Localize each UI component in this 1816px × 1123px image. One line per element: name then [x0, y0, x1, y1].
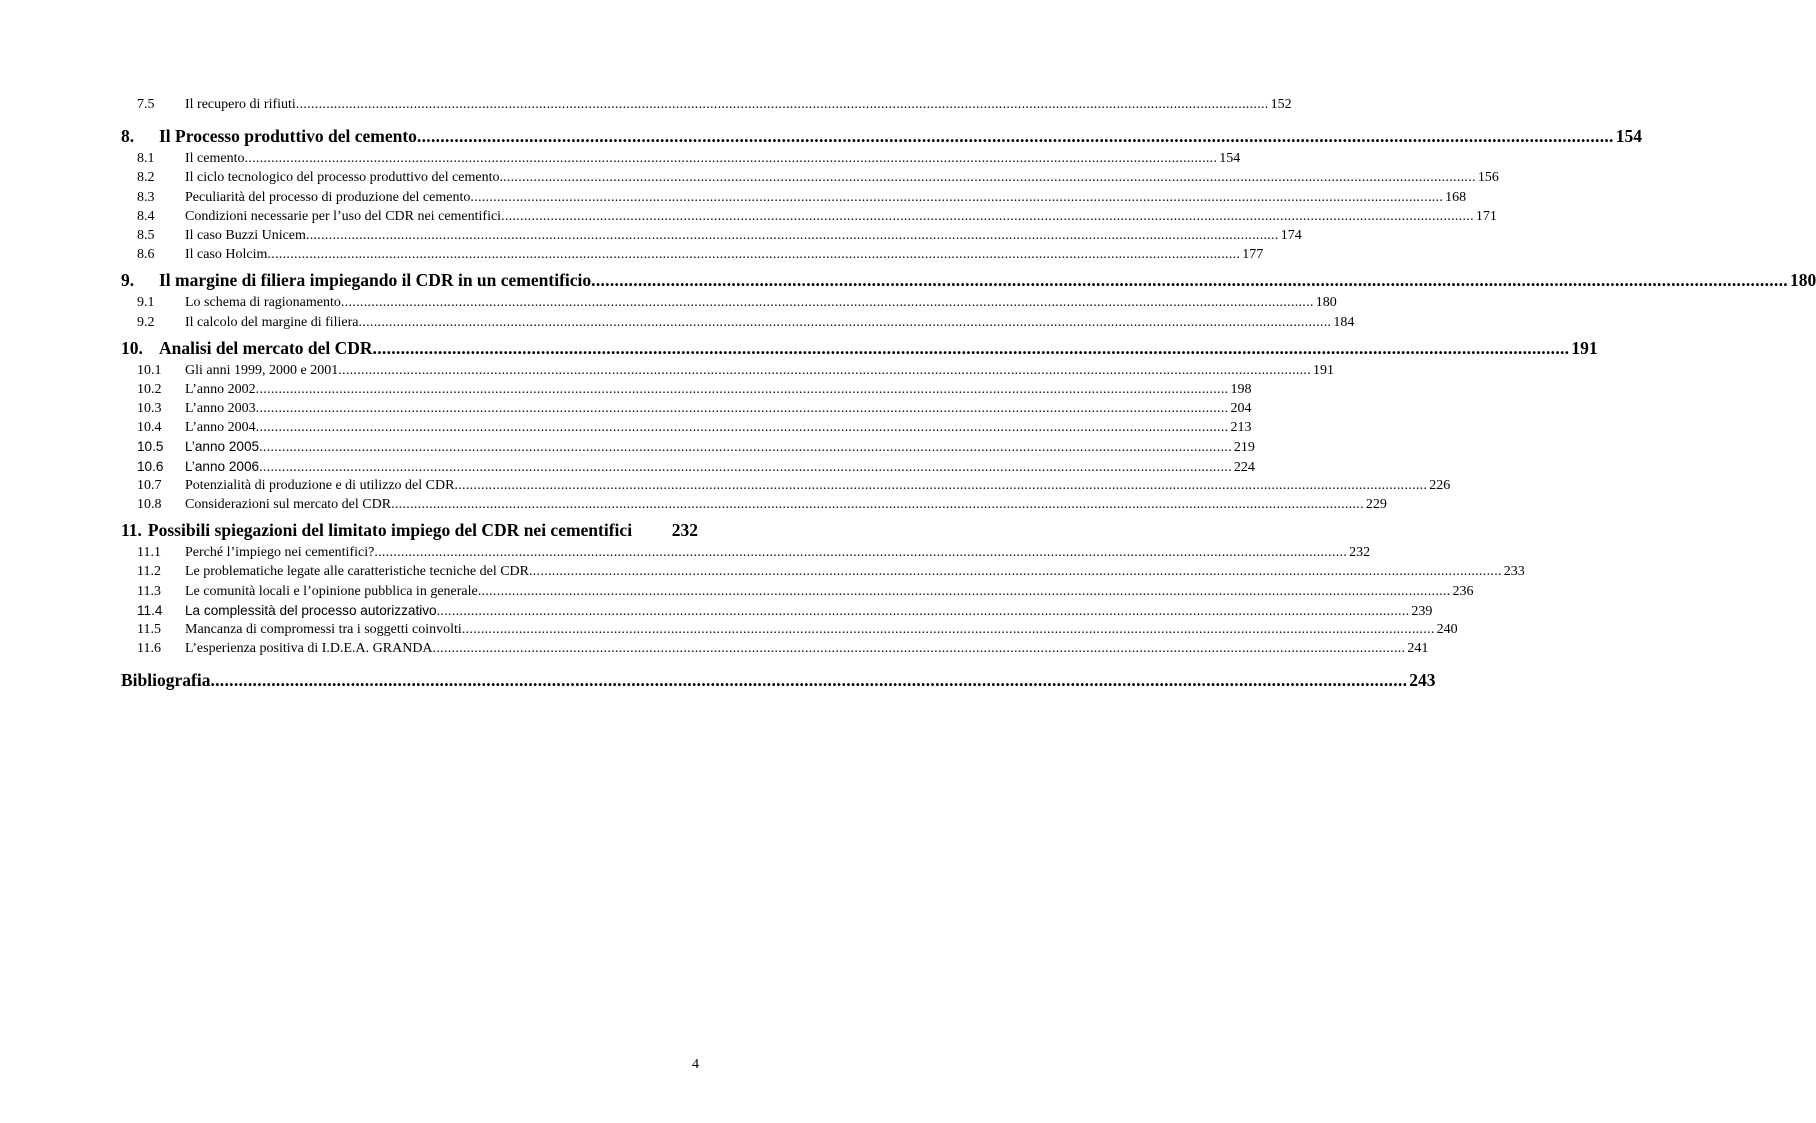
toc-entry-number: 8.6 — [137, 247, 155, 263]
toc-entry-page: 219 — [1233, 440, 1255, 456]
toc-entry-number: 8.4 — [137, 208, 155, 224]
toc-entry[interactable] — [121, 245, 1264, 264]
toc-entry-page: 236 — [1452, 583, 1474, 599]
toc-entry-number: 9.1 — [137, 295, 155, 311]
page-number: 4 — [692, 1057, 699, 1072]
toc-entry-title: L’anno 2006 — [185, 458, 260, 474]
dot-leader — [259, 458, 1232, 477]
toc-entry-page: 154 — [1219, 151, 1241, 167]
toc-entry-page: 168 — [1445, 189, 1467, 205]
dot-leader — [374, 543, 1347, 562]
toc-entry-title: Il ciclo tecnologico del processo produttivo del cemento. — [185, 170, 504, 186]
toc-entry-number: 9.2 — [137, 314, 155, 330]
toc-entry-title: Gli anni 1999, 2000 e 2001 — [185, 362, 339, 378]
toc-entry[interactable] — [121, 437, 1255, 456]
dot-leader — [501, 207, 1474, 226]
toc-entry-page: 152 — [1270, 97, 1292, 112]
toc-entry-page: 156 — [1477, 170, 1499, 186]
toc-chapter-number: 10. — [121, 337, 143, 358]
toc-entry-title: L’anno 2005 — [185, 439, 260, 455]
dot-leader — [306, 226, 1279, 245]
dot-leader — [359, 313, 1332, 332]
toc-chapter[interactable] — [121, 517, 698, 543]
toc-entry-title: Peculiarità del processo di produzione del cemento — [185, 189, 471, 205]
toc-entry-page: 191 — [1313, 362, 1335, 378]
toc-entry-number: 8.5 — [137, 227, 155, 243]
toc-entry[interactable] — [121, 620, 1458, 639]
table-of-contents — [121, 95, 1816, 693]
toc-entry-title: Lo schema di ragionamento — [185, 295, 341, 311]
toc-entry-page: 198 — [1230, 381, 1252, 397]
toc-entry-title: Mancanza di compromessi tra i soggetti coinvolti — [185, 621, 462, 637]
toc-chapter-page: 232 — [671, 520, 698, 541]
toc-entry-page: 240 — [1436, 621, 1458, 637]
toc-chapter-page: 154 — [1615, 126, 1642, 147]
toc-entry-title: Condizioni necessarie per l’uso del CDR nei cementifici — [185, 208, 502, 224]
toc-entry[interactable] — [121, 418, 1252, 437]
toc-entry-number: 8.2 — [137, 170, 155, 186]
toc-entry-title: La complessità del processo autorizzativo — [185, 602, 437, 618]
toc-entry-title: Le comunità locali e l’opinione pubblica in generale — [185, 583, 478, 599]
dot-leader — [341, 293, 1314, 312]
toc-entry-number: 11.1 — [137, 545, 161, 561]
dot-leader — [433, 639, 1406, 658]
toc-chapter-title: Analisi del mercato del CDR — [159, 337, 373, 358]
dot-leader — [244, 149, 1217, 168]
toc-chapter[interactable] — [121, 335, 1598, 361]
toc-entry[interactable] — [121, 562, 1525, 581]
toc-entry[interactable] — [121, 457, 1255, 476]
toc-entry-page: 229 — [1365, 497, 1387, 512]
toc-chapter-bibliography[interactable] — [121, 667, 1436, 693]
toc-entry-title: Il recupero di rifiuti — [185, 97, 296, 112]
toc-entry[interactable] — [121, 543, 1371, 562]
dot-leader — [591, 267, 1788, 293]
toc-entry-page: 204 — [1230, 401, 1252, 417]
toc-entry[interactable] — [121, 313, 1355, 332]
dot-leader — [503, 168, 1476, 187]
dot-leader — [478, 582, 1451, 601]
toc-entry-number: 10.7 — [137, 477, 162, 493]
toc-entry-number: 11.6 — [137, 641, 161, 657]
toc-entry-title: Il caso Holcim — [185, 247, 268, 263]
toc-entry[interactable] — [121, 149, 1241, 168]
toc-chapter-title: Il margine di filiera impiegando il CDR in un cementificio — [159, 270, 592, 291]
toc-entry[interactable] — [121, 380, 1252, 399]
toc-entry-page: 171 — [1475, 208, 1497, 224]
dot-leader — [437, 602, 1410, 621]
toc-entry-number: 10.8 — [137, 497, 162, 512]
toc-entry-title: Il caso Buzzi Unicem — [185, 227, 306, 243]
toc-entry-number: 11.2 — [137, 564, 161, 580]
dot-leader — [256, 418, 1229, 437]
toc-entry[interactable] — [121, 168, 1499, 187]
toc-entry-page: 213 — [1230, 420, 1252, 436]
toc-entry-page: 232 — [1349, 545, 1371, 561]
dot-leader — [259, 438, 1232, 457]
dot-leader — [210, 667, 1407, 693]
toc-entry-title: Considerazioni sul mercato del CDR — [185, 497, 392, 512]
toc-entry[interactable] — [121, 639, 1429, 658]
dot-leader — [256, 399, 1229, 418]
toc-entry-page: 174 — [1280, 227, 1302, 243]
toc-entry[interactable] — [121, 226, 1302, 245]
toc-entry-number: 10.2 — [137, 381, 162, 397]
toc-entry-number: 10.6 — [137, 458, 164, 474]
toc-entry-page: 241 — [1407, 641, 1429, 657]
toc-chapter-title: Bibliografia — [121, 670, 211, 691]
toc-entry-title: Il cemento — [185, 151, 245, 167]
toc-entry-number: 10.5 — [137, 439, 164, 455]
toc-chapter[interactable] — [121, 267, 1816, 293]
toc-entry-title: L’esperienza positiva di I.D.E.A. GRANDA — [185, 641, 433, 657]
toc-entry-number: 8.3 — [137, 189, 155, 205]
toc-chapter-title: Possibili spiegazioni del limitato impiego del CDR nei cementifici — [147, 520, 633, 541]
toc-entry-title: L’anno 2002 — [185, 381, 256, 397]
toc-entry-page: 224 — [1233, 459, 1255, 475]
toc-chapter-number: 11. — [121, 520, 142, 541]
dot-leader — [454, 476, 1427, 495]
toc-chapter[interactable] — [121, 123, 1642, 149]
toc-entry-number: 11.4 — [137, 602, 163, 618]
dot-leader — [256, 380, 1229, 399]
toc-entry[interactable] — [121, 399, 1252, 418]
toc-entry[interactable] — [121, 601, 1433, 620]
toc-chapter-title: Il Processo produttivo del cemento — [159, 126, 417, 147]
toc-entry-title: Le problematiche legate alle caratteristiche tecniche del CDR — [185, 564, 529, 580]
toc-chapter-page: 191 — [1571, 337, 1598, 358]
toc-entry-number: 10.3 — [137, 401, 162, 417]
toc-entry[interactable] — [121, 476, 1451, 495]
toc-chapter-page: 243 — [1409, 670, 1436, 691]
dot-leader — [462, 620, 1435, 639]
toc-entry[interactable] — [121, 293, 1337, 312]
dot-leader — [529, 562, 1502, 581]
dot-leader — [338, 361, 1311, 380]
dot-leader — [470, 188, 1443, 207]
toc-entry-number: 10.4 — [137, 420, 162, 436]
dot-leader — [296, 95, 1269, 114]
toc-entry-title: L’anno 2004 — [185, 420, 256, 436]
toc-entry-title: Perché l’impiego nei cementifici? — [185, 545, 375, 561]
toc-entry-page: 177 — [1242, 247, 1264, 263]
toc-entry[interactable] — [121, 582, 1474, 601]
toc-entry-number: 7.5 — [137, 97, 155, 112]
toc-entry-page: 184 — [1333, 314, 1355, 330]
toc-entry[interactable] — [121, 495, 1387, 514]
toc-chapter-number: 9. — [121, 270, 135, 291]
toc-entry-title: Il calcolo del margine di filiera — [185, 314, 359, 330]
toc-entry-page: 233 — [1503, 564, 1525, 580]
toc-entry[interactable] — [121, 95, 1292, 114]
dot-leader — [391, 495, 1364, 514]
toc-entry-number: 11.5 — [137, 621, 161, 637]
toc-chapter-number: 8. — [121, 126, 135, 147]
toc-entry-page: 239 — [1411, 603, 1433, 619]
toc-entry-page: 180 — [1315, 295, 1337, 311]
dot-leader — [267, 245, 1240, 264]
toc-entry-page: 226 — [1429, 477, 1451, 493]
dot-leader — [373, 335, 1570, 361]
toc-entry[interactable] — [121, 207, 1497, 226]
toc-entry[interactable] — [121, 361, 1335, 380]
dot-leader — [417, 123, 1614, 149]
toc-entry-number: 8.1 — [137, 151, 155, 167]
toc-entry[interactable] — [121, 188, 1467, 207]
toc-entry-title: L’anno 2003 — [185, 401, 256, 417]
toc-chapter-page: 180 — [1789, 270, 1816, 291]
toc-entry-number: 11.3 — [137, 583, 161, 599]
toc-entry-number: 10.1 — [137, 362, 162, 378]
toc-entry-title: Potenzialità di produzione e di utilizzo del CDR — [185, 477, 455, 493]
